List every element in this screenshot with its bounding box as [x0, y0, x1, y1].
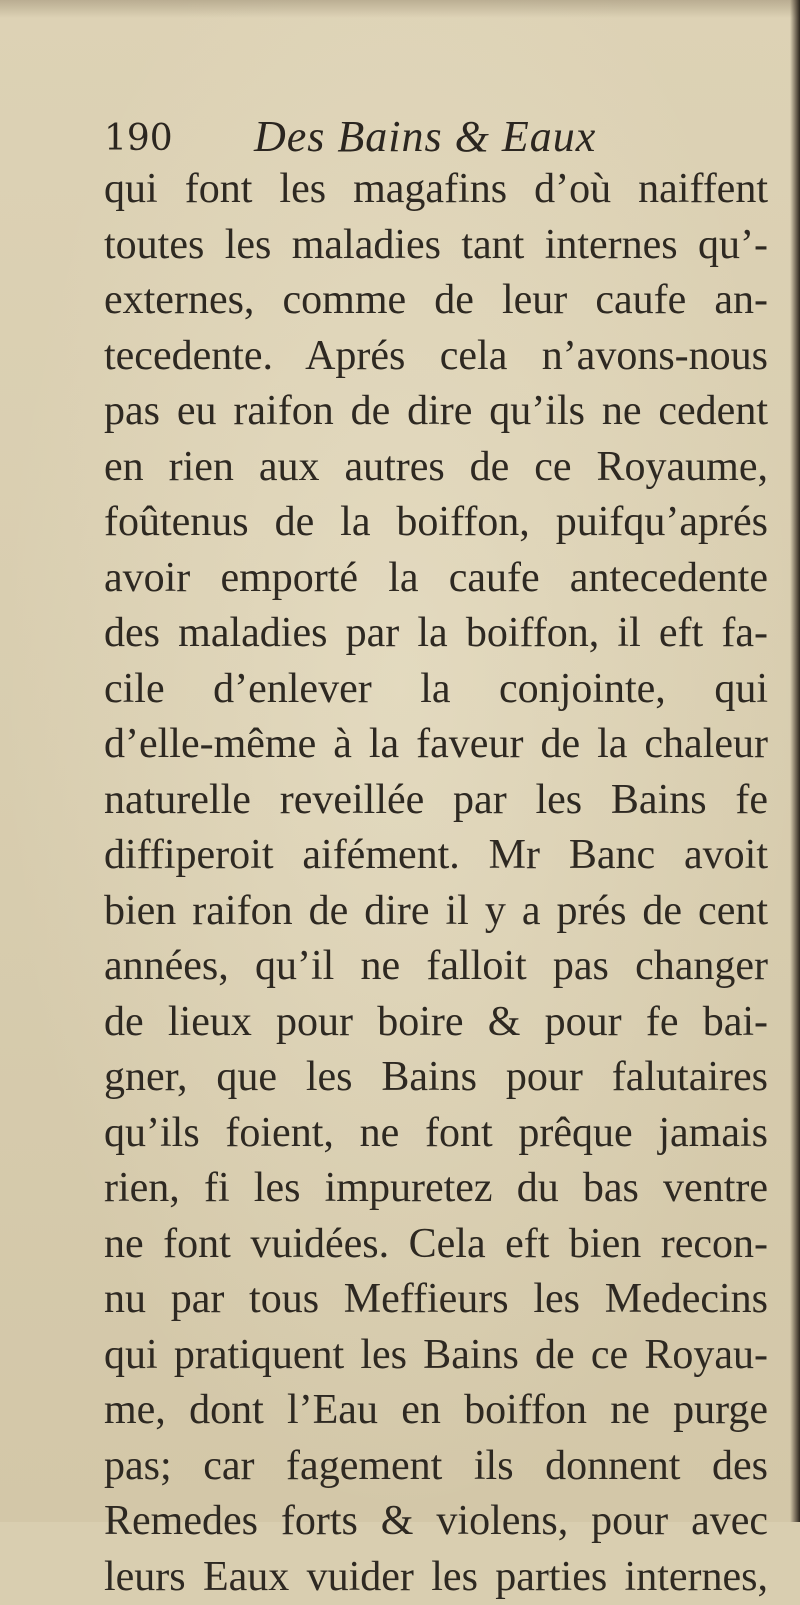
- text-line: pas; car fagement ils donnent des: [104, 1439, 768, 1495]
- text-line: tecedente. Aprés cela n’avons-nous: [104, 329, 768, 385]
- text-line: qu’ils foient, ne font prêque jamais: [104, 1106, 768, 1162]
- text-line: diffiperoit aifément. Mr Banc avoit: [104, 828, 768, 884]
- page-header: [104, 112, 764, 168]
- text-line: qui font les magafins d’où naiffent: [104, 162, 768, 218]
- text-line: d’elle-même à la faveur de la chaleur: [104, 717, 768, 773]
- text-line: qui pratiquent les Bains de ce Royau-: [104, 1328, 768, 1384]
- text-line: avoir emporté la caufe antecedente: [104, 551, 768, 607]
- page-number: 190: [104, 116, 173, 162]
- text-line: toutes les maladies tant internes qu’-: [104, 218, 768, 274]
- text-line: en rien aux autres de ce Royaume,: [104, 440, 768, 496]
- text-line: pas eu raifon de dire qu’ils ne cedent: [104, 384, 768, 440]
- text-line: cile d’enlever la conjointe, qui: [104, 662, 768, 718]
- text-line: gner, que les Bains pour falutaires: [104, 1050, 768, 1106]
- text-line: externes, comme de leur caufe an-: [104, 273, 768, 329]
- text-line: Remedes forts & violens, pour avec: [104, 1494, 768, 1550]
- text-line: des maladies par la boiffon, il eft fa-: [104, 606, 768, 662]
- text-line: leurs Eaux vuider les parties internes,: [104, 1550, 768, 1605]
- body-text: [104, 162, 768, 1605]
- text-line: naturelle reveillée par les Bains fe: [104, 773, 768, 829]
- text-line: ne font vuidées. Cela eft bien recon-: [104, 1217, 768, 1273]
- running-title: Des Bains & Eaux: [254, 112, 596, 162]
- text-line: nu par tous Meffieurs les Medecins: [104, 1272, 768, 1328]
- page-top-shadow: [0, 0, 800, 18]
- text-line: me, dont l’Eau en boiffon ne purge: [104, 1383, 768, 1439]
- text-line: foûtenus de la boiffon, puifqu’aprés: [104, 495, 768, 551]
- text-line: de lieux pour boire & pour fe bai-: [104, 995, 768, 1051]
- page-edge: [790, 0, 800, 1522]
- text-line: années, qu’il ne falloit pas changer: [104, 939, 768, 995]
- text-line: bien raifon de dire il y a prés de cent: [104, 884, 768, 940]
- text-line: rien, fi les impuretez du bas ventre: [104, 1161, 768, 1217]
